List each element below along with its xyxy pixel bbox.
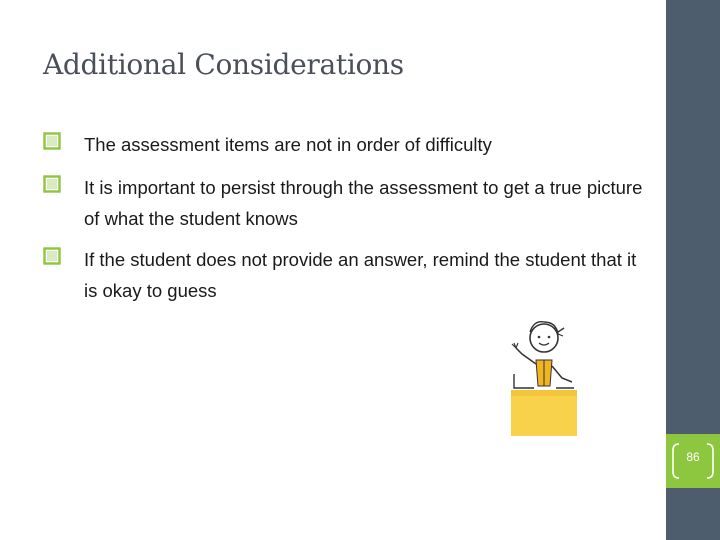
bullet-text: The assessment items are not in order of difficulty <box>84 134 492 155</box>
bullet-list <box>43 133 643 314</box>
page-number: 86 <box>686 450 700 464</box>
bullet-item <box>43 244 643 306</box>
bullet-text: If the student does not provide an answer, remind the student that it is okay to guess <box>84 249 637 301</box>
checkbox-square-icon <box>43 132 61 150</box>
slide-title: Additional Considerations <box>43 48 404 81</box>
bullet-text: It is important to persist through the assessment to get a true picture of what the student knows <box>84 177 643 229</box>
bullet-item <box>43 172 643 234</box>
checkbox-square-icon <box>43 247 61 265</box>
bullet-item <box>43 129 643 160</box>
student-cartoon-icon <box>500 310 590 440</box>
checkbox-square-icon <box>43 175 61 193</box>
